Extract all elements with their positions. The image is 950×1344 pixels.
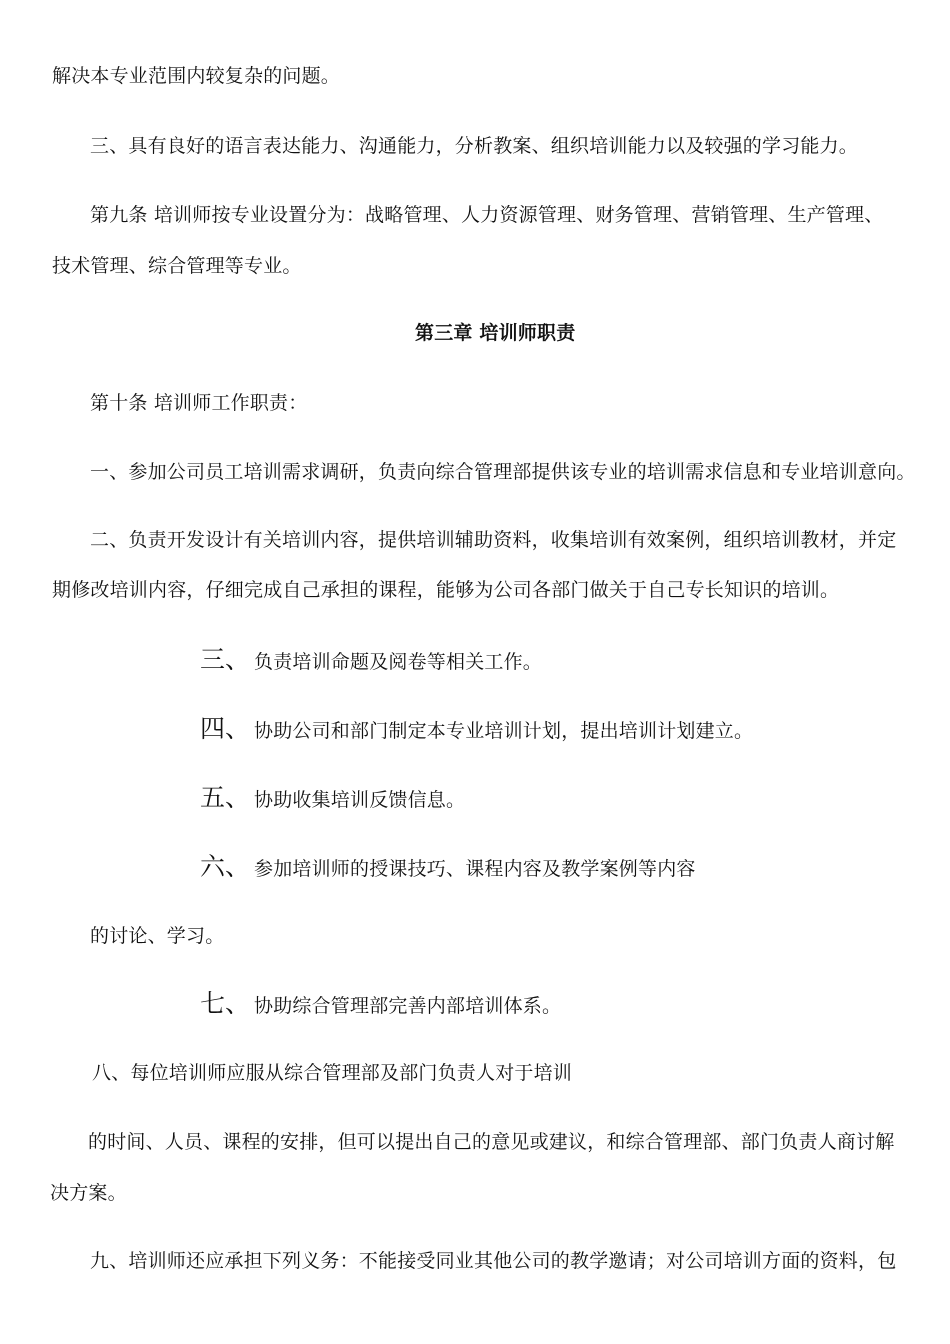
duty-item-8: 八、每位培训师应服从综合管理部及部门负责人对于培训: [92, 1062, 573, 1084]
duty-item-3: 负责培训命题及阅卷等相关工作。: [254, 651, 543, 673]
chapter-heading: 第三章 培训师职责: [415, 322, 576, 344]
list-number: 六、: [200, 852, 251, 881]
article-9-line: 第九条 培训师按专业设置分为：战略管理、人力资源管理、财务管理、营销管理、生产管理、: [90, 204, 884, 226]
list-number: 四、: [200, 714, 251, 743]
paragraph-line: 期修改培训内容，仔细完成自己承担的课程，能够为公司各部门做关于自己专长知识的培训。: [52, 579, 840, 601]
duty-item-4: 协助公司和部门制定本专业培训计划，提出培训计划建立。: [254, 720, 754, 742]
paragraph-line: 决方案。: [50, 1182, 127, 1204]
duty-item-6: 参加培训师的授课技巧、课程内容及教学案例等内容: [254, 858, 696, 880]
list-number: 五、: [200, 783, 251, 812]
duty-item-2: 二、负责开发设计有关培训内容，提供培训辅助资料，收集培训有效案例，组织培训教材，并定: [90, 529, 897, 551]
duty-item-5: 协助收集培训反馈信息。: [254, 789, 466, 811]
list-number: 七、: [200, 989, 251, 1018]
paragraph-line: 的讨论、学习。: [90, 925, 225, 947]
paragraph-line: 三、具有良好的语言表达能力、沟通能力，分析教案、组织培训能力以及较强的学习能力。: [90, 135, 859, 157]
paragraph-line: 技术管理、综合管理等专业。: [52, 255, 302, 277]
list-number: 三、: [200, 645, 251, 674]
duty-item-9: 九、培训师还应承担下列义务：不能接受同业其他公司的教学邀请；对公司培训方面的资料，包: [90, 1250, 897, 1272]
duty-item-7: 协助综合管理部完善内部培训体系。: [254, 995, 562, 1017]
paragraph-line: 的时间、人员、课程的安排，但可以提出自己的意见或建议，和综合管理部、部门负责人商讨解: [88, 1131, 895, 1153]
article-10-line: 第十条 培训师工作职责：: [90, 392, 308, 414]
duty-item-1: 一、参加公司员工培训需求调研，负责向综合管理部提供该专业的培训需求信息和专业培训意向。: [90, 461, 916, 483]
paragraph-line: 解决本专业范围内较复杂的问题。: [52, 65, 341, 87]
